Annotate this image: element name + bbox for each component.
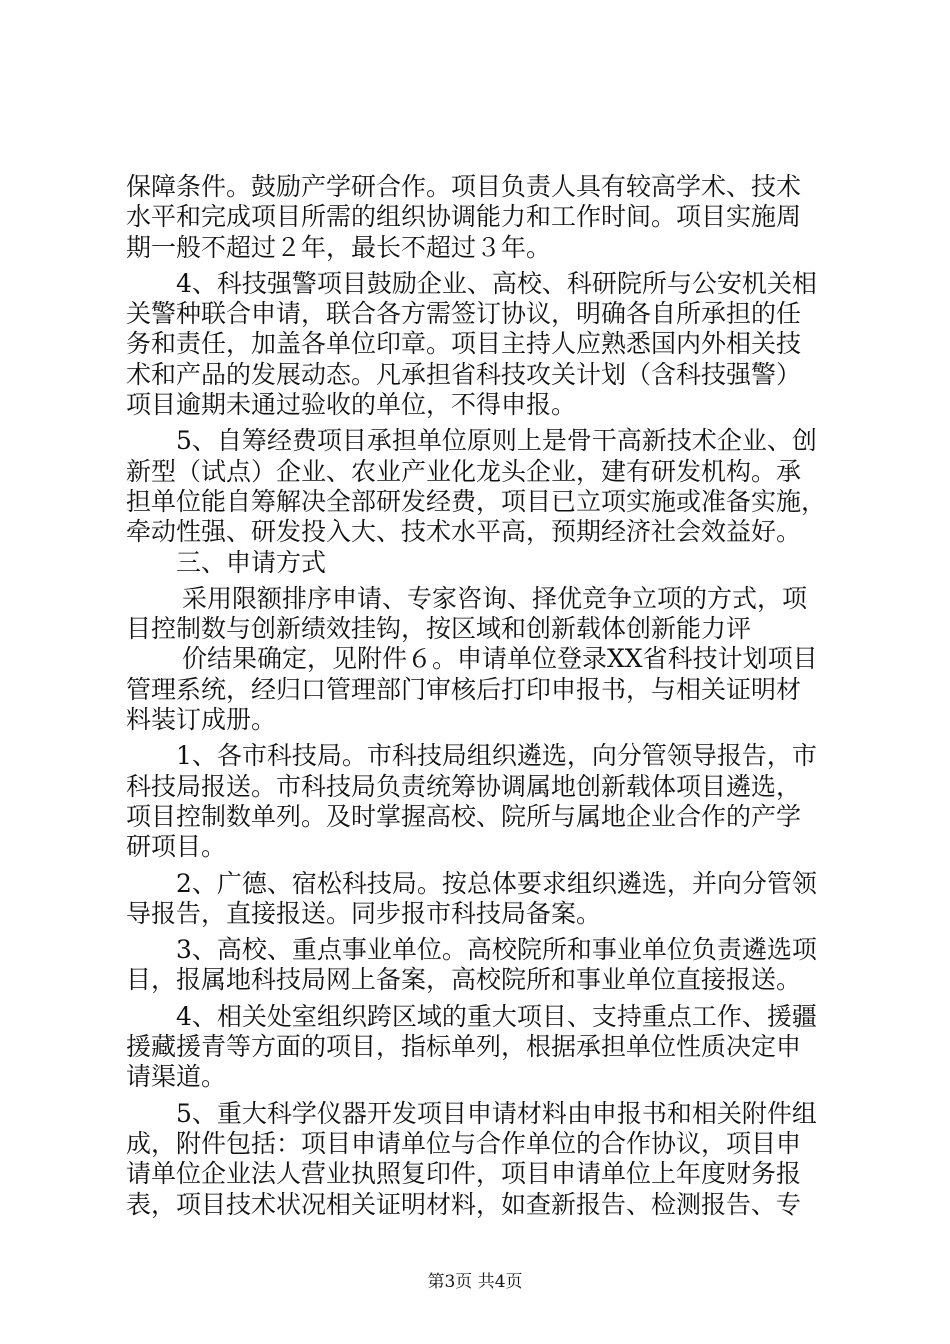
text-line: 项目逾期未通过验收的单位，不得申报。 — [126, 390, 577, 420]
text-line: 价结果确定，见附件６。申请单位登录XX省科技计划项目 — [182, 644, 818, 674]
text-line: 保障条件。鼓励产学研合作。项目负责人具有较高学术、技术 — [126, 172, 802, 201]
text-line: 关警种联合申请，联合各方需签订协议，明确各自所承担的任 — [126, 299, 802, 329]
text-line: 务和责任，加盖各单位印章。项目主持人应熟悉国内外相关技 — [126, 329, 802, 359]
text-line: 请单位企业法人营业执照复印件，项目申请单位上年度财务报 — [126, 1159, 802, 1189]
text-line: 担单位能自筹解决全部研发经费，项目已立项实施或准备实施， — [126, 486, 827, 516]
paragraph-start: 4、相关处室组织跨区域的重大项目、支持重点工作、援疆 — [176, 1001, 817, 1031]
paragraph-start: 3、高校、重点事业单位。高校院所和事业单位负责遴选项 — [176, 935, 817, 965]
paragraph-start: 2、广德、宿松科技局。按总体要求组织遴选，并向分管领 — [176, 868, 817, 898]
text-line: 科技局报送。市科技局负责统筹协调属地创新载体项目遴选， — [126, 771, 802, 801]
text-line: 研项目。 — [126, 832, 227, 862]
text-line: 术和产品的发展动态。凡承担省科技攻关计划（含科技强警） — [126, 359, 802, 389]
text-line: 料装订成册。 — [126, 705, 277, 735]
paragraph-start: 1、各市科技局。市科技局组织遴选，向分管领导报告，市 — [176, 741, 817, 771]
text-line: 目控制数与创新绩效挂钩，按区域和创新载体创新能力评 — [126, 614, 752, 644]
text-line: 新型（试点）企业、农业产业化龙头企业，建有研发机构。承 — [126, 456, 802, 486]
text-line: 管理系统，经归口管理部门审核后打印申报书，与相关证明材 — [126, 674, 802, 704]
text-line: 水平和完成项目所需的组织协调能力和工作时间。项目实施周 — [126, 202, 802, 232]
section-heading: 三、申请方式 — [176, 547, 327, 577]
text-line: 援藏援青等方面的项目，指标单列，根据承担单位性质决定申 — [126, 1032, 802, 1062]
text-line: 表，项目技术状况相关证明材料，如查新报告、检测报告、专 — [126, 1189, 802, 1219]
text-line: 目，报属地科技局网上备案，高校院所和事业单位直接报送。 — [126, 965, 802, 995]
text-line: 期一般不超过２年，最长不超过３年。 — [126, 232, 552, 262]
text-line: 导报告，直接报送。同步报市科技局备案。 — [126, 898, 602, 928]
page-number-footer: 第3页 共4页 — [427, 1272, 523, 1292]
text-line: 成，附件包括：项目申请单位与合作单位的合作协议，项目申 — [126, 1128, 802, 1158]
paragraph-start: 5、自筹经费项目承担单位原则上是骨干高新技术企业、创 — [176, 426, 817, 456]
paragraph-start: 采用限额排序申请、专家咨询、择优竞争立项的方式，项 — [182, 583, 808, 613]
text-line: 项目控制数单列。及时掌握高校、院所与属地企业合作的产学 — [126, 801, 802, 831]
paragraph-start: 4、科技强警项目鼓励企业、高校、科研院所与公安机关相 — [176, 268, 817, 298]
text-line: 请渠道。 — [126, 1062, 227, 1092]
document-body — [126, 172, 846, 1220]
text-line: 牵动性强、研发投入大、技术水平高，预期经济社会效益好。 — [126, 517, 802, 547]
paragraph-start: 5、重大科学仪器开发项目申请材料由申报书和相关附件组 — [176, 1098, 817, 1128]
